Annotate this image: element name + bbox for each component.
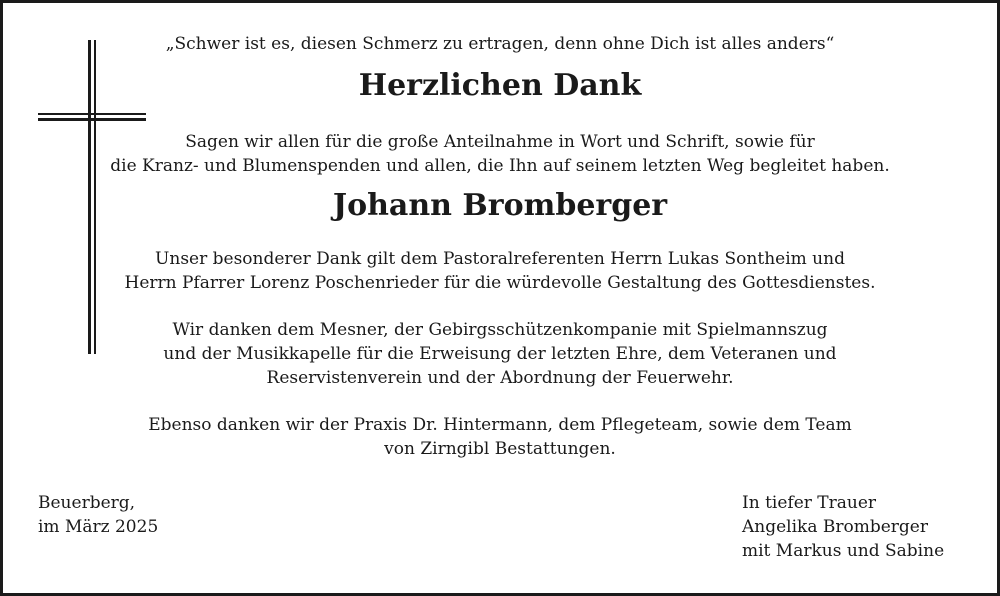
paragraph-2-line-1: Unser besonderer Dank gilt dem Pastoralreferenten Herrn Lukas Sontheim und bbox=[155, 249, 845, 269]
page-title: Herzlichen Dank bbox=[358, 68, 642, 103]
paragraph-1-line-1: Sagen wir allen für die große Anteilnahme in Wort und Schrift, sowie für bbox=[185, 132, 815, 152]
signature-line-1: In tiefer Trauer bbox=[742, 493, 877, 513]
date: im März 2025 bbox=[38, 517, 159, 537]
paragraph-4-line-1: Ebenso danken wir der Praxis Dr. Hintermann, dem Pflegeteam, sowie dem Team bbox=[148, 415, 852, 435]
place: Beuerberg, bbox=[38, 493, 136, 513]
signature-line-3: mit Markus und Sabine bbox=[742, 541, 945, 561]
paragraph-3-line-3: Reservistenverein und der Abordnung der Feuerwehr. bbox=[266, 368, 734, 388]
notice-body bbox=[40, 0, 960, 480]
paragraph-2-line-2: Herrn Pfarrer Lorenz Poschenrieder für die würdevolle Gestaltung des Gottesdienstes. bbox=[124, 273, 876, 293]
signature bbox=[742, 491, 944, 563]
place-date bbox=[38, 491, 158, 539]
deceased-name: Johann Bromberger bbox=[332, 188, 668, 223]
paragraph-1-line-2: die Kranz- und Blumenspenden und allen, die Ihn auf seinem letzten Weg begleitet haben. bbox=[110, 156, 890, 176]
signature-line-2: Angelika Bromberger bbox=[742, 517, 928, 537]
paragraph-4-line-2: von Zirngibl Bestattungen. bbox=[384, 439, 616, 459]
paragraph-3-line-1: Wir danken dem Mesner, der Gebirgsschützenkompanie mit Spielmannszug bbox=[172, 320, 828, 340]
paragraph-3-line-2: und der Musikkapelle für die Erweisung der letzten Ehre, dem Veteranen und bbox=[163, 344, 837, 364]
quote: „Schwer ist es, diesen Schmerz zu ertragen, denn ohne Dich ist alles anders“ bbox=[165, 34, 835, 54]
